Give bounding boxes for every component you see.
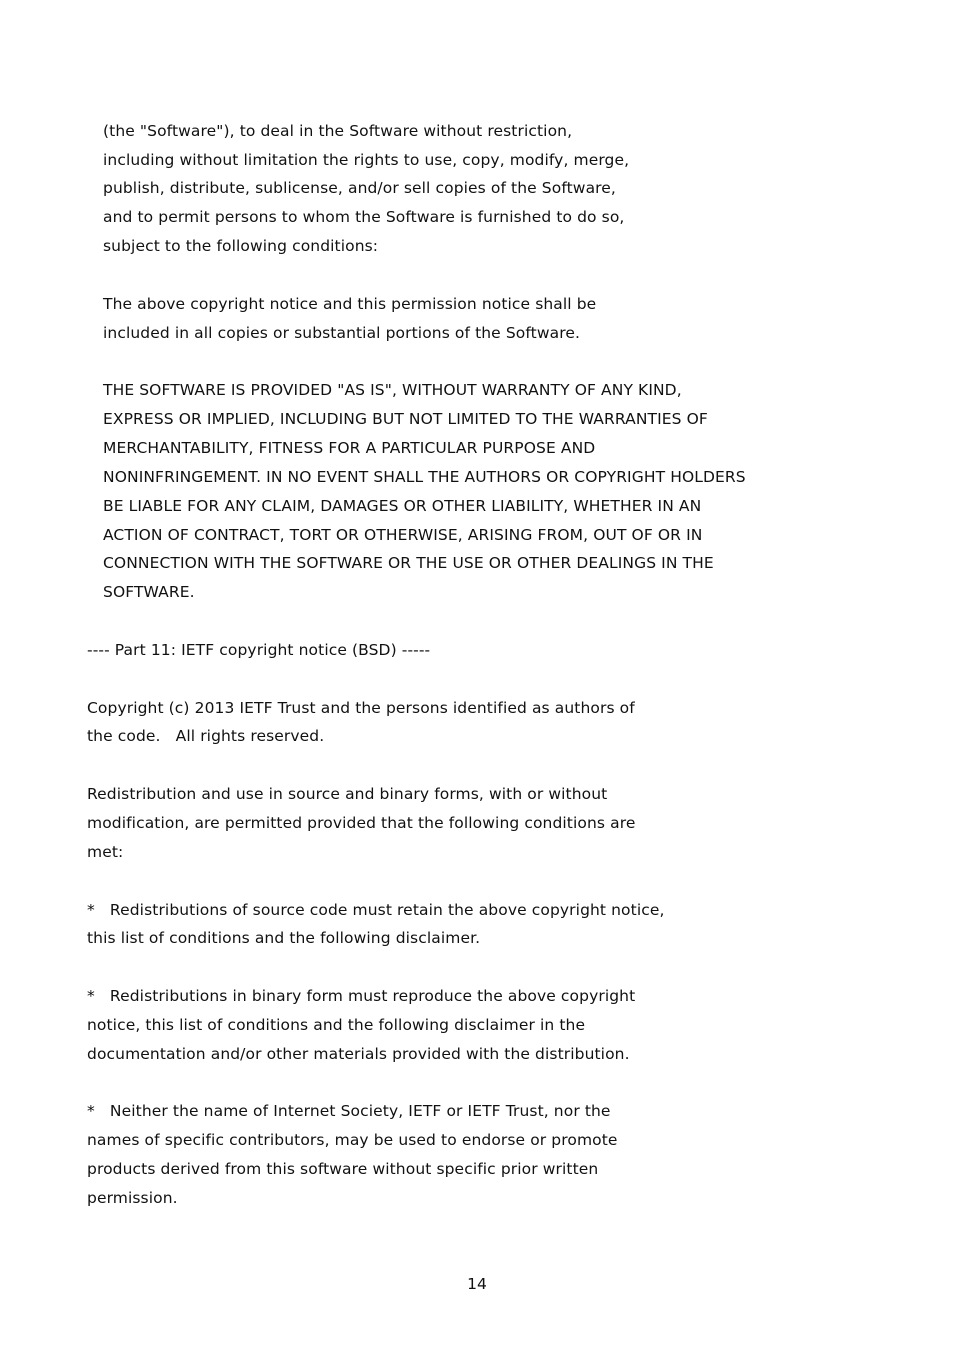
text-line: subject to the following conditions: — [103, 237, 379, 255]
text-line: documentation and/or other materials provided with the distribution. — [87, 1045, 630, 1063]
text-line: permission. — [87, 1189, 178, 1207]
text-line: * Redistributions of source code must retain the above copyright notice, — [87, 901, 665, 919]
text-line: and to permit persons to whom the Software is furnished to do so, — [103, 208, 625, 226]
text-line: * Redistributions in binary form must reproduce the above copyright — [87, 987, 636, 1005]
text-line: including without limitation the rights to use, copy, modify, merge, — [103, 151, 630, 169]
text-line: Redistribution and use in source and binary forms, with or without — [87, 785, 608, 803]
text-line: modification, are permitted provided that the following conditions are — [87, 814, 636, 832]
text-line: Copyright (c) 2013 IETF Trust and the persons identified as authors of — [87, 699, 635, 717]
text-line: names of specific contributors, may be used to endorse or promote — [87, 1131, 618, 1149]
text-line: SOFTWARE. — [103, 583, 195, 601]
text-line: publish, distribute, sublicense, and/or sell copies of the Software, — [103, 179, 616, 197]
text-line: (the "Software"), to deal in the Software without restriction, — [103, 122, 573, 140]
text-line: notice, this list of conditions and the following disclaimer in the — [87, 1016, 586, 1034]
text-line: ACTION OF CONTRACT, TORT OR OTHERWISE, ARISING FROM, OUT OF OR IN — [103, 526, 703, 544]
section-heading: ---- Part 11: IETF copyright notice (BSD) ----- — [87, 641, 431, 659]
text-line: products derived from this software without specific prior written — [87, 1160, 599, 1178]
text-line: NONINFRINGEMENT. IN NO EVENT SHALL THE AUTHORS OR COPYRIGHT HOLDERS — [103, 468, 746, 486]
text-line: * Neither the name of Internet Society, IETF or IETF Trust, nor the — [87, 1102, 611, 1120]
text-line: The above copyright notice and this permission notice shall be — [103, 295, 597, 313]
text-line: EXPRESS OR IMPLIED, INCLUDING BUT NOT LIMITED TO THE WARRANTIES OF — [103, 410, 708, 428]
text-line: MERCHANTABILITY, FITNESS FOR A PARTICULAR PURPOSE AND — [103, 439, 596, 457]
text-line: BE LIABLE FOR ANY CLAIM, DAMAGES OR OTHER LIABILITY, WHETHER IN AN — [103, 497, 702, 515]
text-line: THE SOFTWARE IS PROVIDED "AS IS", WITHOUT WARRANTY OF ANY KIND, — [103, 381, 682, 399]
text-line: CONNECTION WITH THE SOFTWARE OR THE USE OR OTHER DEALINGS IN THE — [103, 554, 714, 572]
text-line: this list of conditions and the following disclaimer. — [87, 929, 481, 947]
page-number: 14 — [467, 1275, 487, 1293]
text-line: met: — [87, 843, 124, 861]
text-line: included in all copies or substantial portions of the Software. — [103, 324, 580, 342]
text-line: the code. All rights reserved. — [87, 727, 325, 745]
